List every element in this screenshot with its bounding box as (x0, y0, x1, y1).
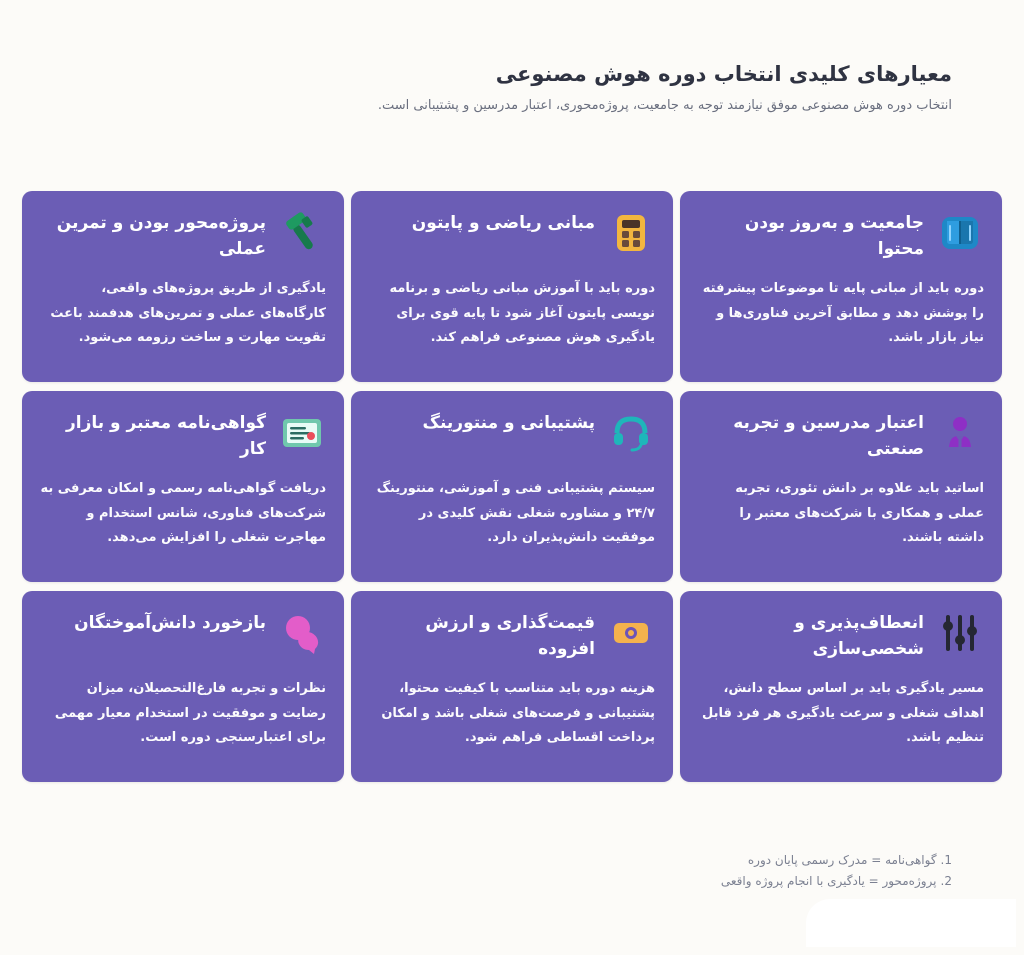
footnote-item (452, 850, 952, 871)
criteria-card-support (351, 391, 673, 582)
instructor-icon (936, 409, 984, 457)
footnote-index: 1. (940, 853, 952, 867)
criteria-card-feedback (22, 591, 344, 782)
criteria-card-project-based (22, 191, 344, 382)
card-title: جامعیت و به‌روز بودن محتوا (744, 213, 924, 259)
page-header (72, 62, 952, 115)
footnote-text: گواهی‌نامه = مدرک رسمی پایان دوره (747, 853, 937, 867)
hammer-icon (278, 209, 326, 257)
certificate-icon (278, 409, 326, 457)
card-title: پشتیبانی و منتورینگ (422, 413, 595, 433)
footnote-item (452, 871, 952, 892)
page-title: معیارهای کلیدی انتخاب دوره هوش مصنوعی (495, 62, 952, 86)
sliders-icon (936, 609, 984, 657)
card-description: مسیر یادگیری باید بر اساس سطح دانش، اهداف شغلی و سرعت یادگیری هر فرد قابل تنظیم باشد. (702, 681, 984, 746)
card-description: اساتید باید علاوه بر دانش تئوری، تجربه عملی و همکاری با شرکت‌های معتبر را داشته باشند. (735, 481, 984, 546)
card-description: دوره باید از مبانی پایه تا موضوعات پیشرفته را پوشش دهد و مطابق آخرین فناوری‌ها و نیاز بازار باشد. (702, 281, 984, 346)
card-description: سیستم پشتیبانی فنی و آموزشی، منتورینگ ۲۴/۷ و مشاوره شغلی نقش کلیدی در موفقیت دانش‌پذیران دارد. (376, 481, 655, 546)
card-header (369, 209, 655, 265)
criteria-grid (22, 191, 1002, 782)
money-icon (607, 609, 655, 657)
criteria-card-pricing (351, 591, 673, 782)
card-header (698, 609, 984, 665)
card-header (369, 409, 655, 465)
card-title: انعطاف‌پذیری و شخصی‌سازی (794, 613, 924, 659)
criteria-card-math-python (351, 191, 673, 382)
criteria-card-certificate (22, 391, 344, 582)
footnotes (452, 850, 952, 892)
card-title: مبانی ریاضی و پایتون (411, 213, 595, 233)
card-description: دوره باید با آموزش مبانی ریاضی و برنامه نویسی پایتون آغاز شود تا پایه قوی برای یادگیری هوش مصنوعی فراهم کند. (389, 281, 655, 346)
footnote-text: پروژه‌محور = یادگیری با انجام پروژه واقعی (720, 874, 937, 888)
card-title: پروژه‌محور بودن و تمرین عملی (56, 213, 266, 259)
card-header (698, 209, 984, 265)
card-description: یادگیری از طریق پروژه‌های واقعی، کارگاه‌های عملی و تمرین‌های هدفمند باعث تقویت مهارت و ساخت رزومه می‌شود. (50, 281, 326, 346)
criteria-card-flexibility (680, 591, 1002, 782)
card-description: هزینه دوره باید متناسب با کیفیت محتوا، پشتیبانی و فرصت‌های شغلی باشد و امکان پرداخت اقساطی فراهم شود. (381, 681, 655, 746)
chat-icon (278, 609, 326, 657)
card-title: گواهی‌نامه معتبر و بازار کار (65, 413, 266, 459)
card-header (369, 609, 655, 665)
page-subtitle: انتخاب دوره هوش مصنوعی موفق نیازمند توجه به جامعیت، پروژه‌محوری، اعتبار مدرسین و پشتیبانی است. (377, 98, 952, 114)
card-title: قیمت‌گذاری و ارزش افزوده (425, 613, 595, 659)
card-header (40, 609, 326, 665)
card-header (698, 409, 984, 465)
card-description: دریافت گواهی‌نامه رسمی و امکان معرفی به شرکت‌های فناوری، شانس استخدام و مهاجرت شغلی را افزایش می‌دهد. (40, 481, 326, 546)
book-icon (936, 209, 984, 257)
criteria-card-instructors (680, 391, 1002, 582)
card-header (40, 209, 326, 265)
headset-icon (607, 409, 655, 457)
card-title: بازخورد دانش‌آموختگان (74, 613, 266, 633)
decorative-corner (806, 899, 1016, 947)
calculator-icon (607, 209, 655, 257)
card-header (40, 409, 326, 465)
footnote-index: 2. (940, 874, 952, 888)
card-title: اعتبار مدرسین و تجربه صنعتی (733, 413, 924, 459)
criteria-card-comprehensiveness (680, 191, 1002, 382)
card-description: نظرات و تجربه فارغ‌التحصیلان، میزان رضایت و موفقیت در استخدام معیار مهمی برای اعتبارسنجی دوره است. (54, 681, 326, 746)
